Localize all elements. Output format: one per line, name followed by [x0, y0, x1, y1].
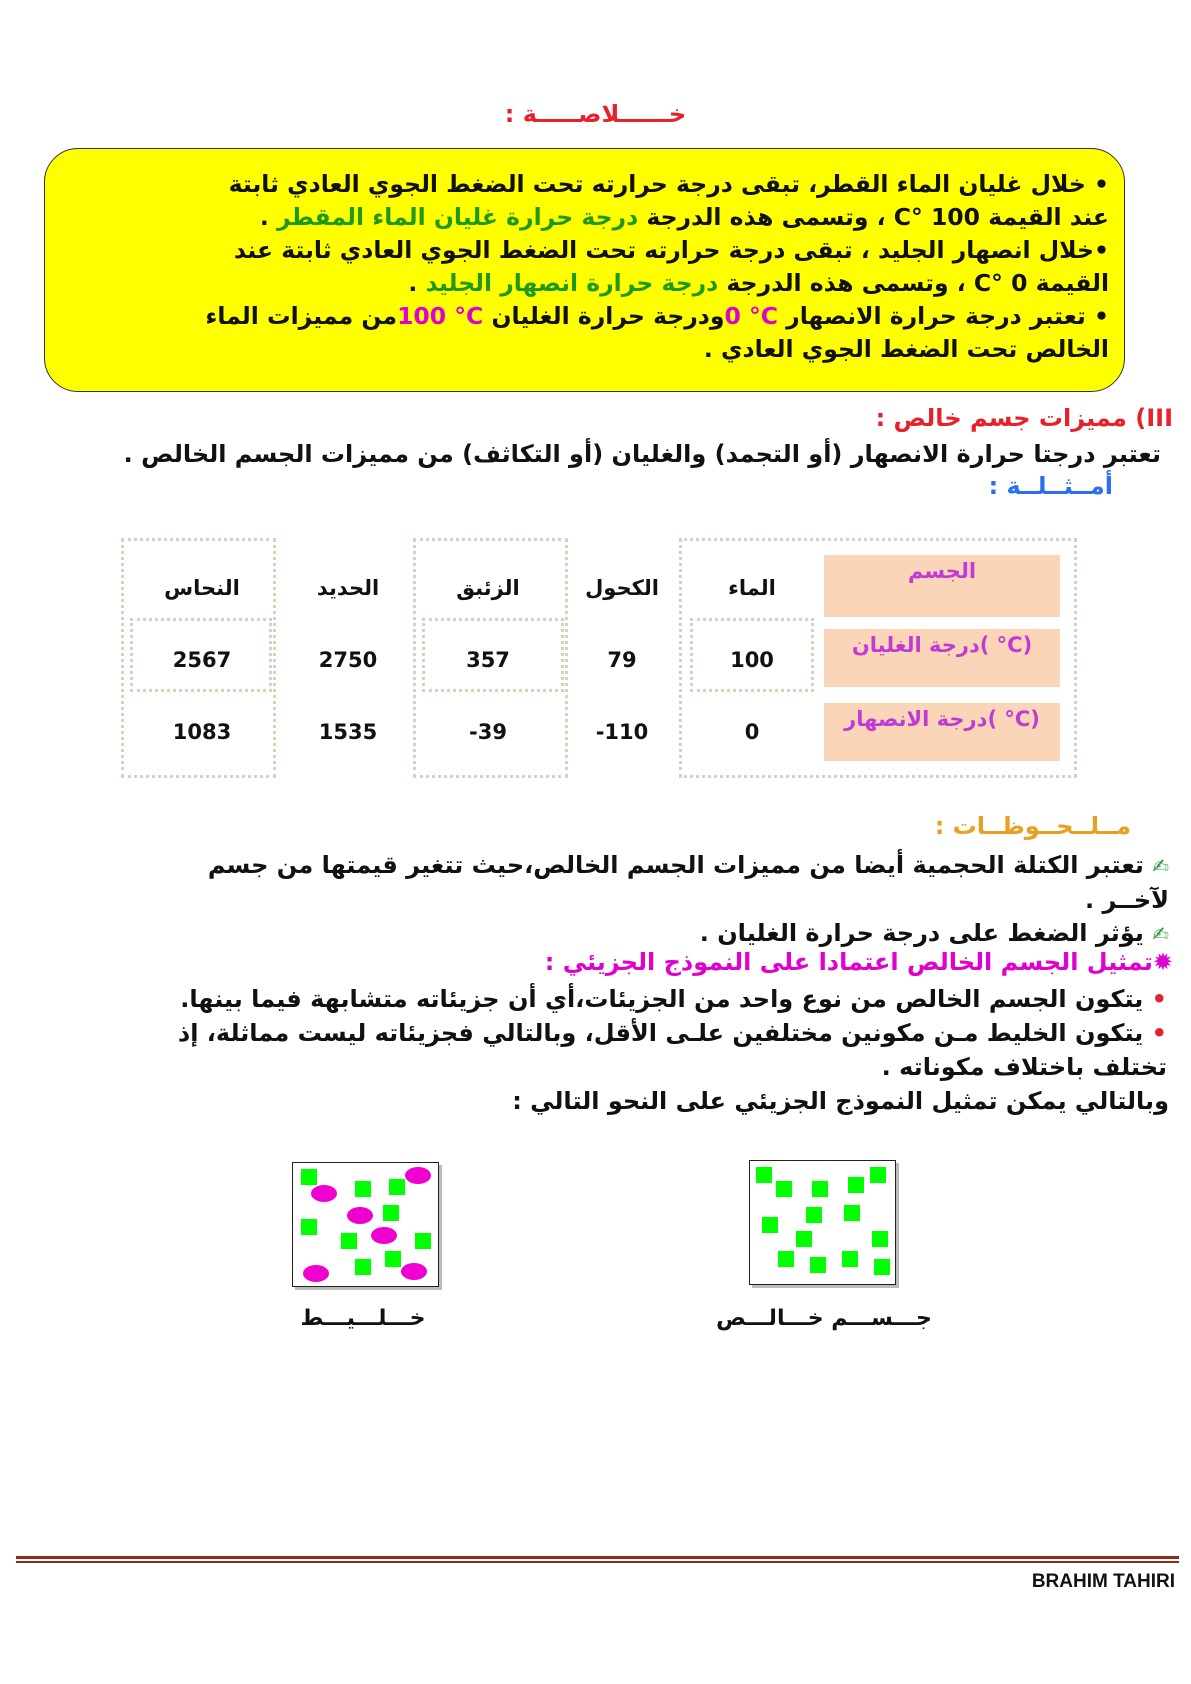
summary-line-5: • تعتبر درجة حرارة الانصهار 0 °Cودرجة حرارة الغليان 100 °Cمن مميزات الماء	[205, 302, 1109, 330]
molecule-a	[301, 1219, 317, 1235]
molecule-a	[812, 1181, 828, 1197]
molecule-a	[301, 1169, 317, 1185]
row-header-melting: درجة الانصهار( °C)	[824, 703, 1060, 761]
notes-title: مــلــحــوظــات :	[934, 812, 1131, 840]
molecule-a	[796, 1231, 812, 1247]
molecule-a	[810, 1257, 826, 1273]
summary-line-6: الخالص تحت الضغط الجوي العادي .	[703, 335, 1109, 363]
bullet-icon: •	[1151, 985, 1167, 1013]
molecule-a	[778, 1251, 794, 1267]
summary-line-3: •خلال انصهار الجليد ، تبقى درجة حرارته تحت الضغط الجوي العادي ثابتة عند	[233, 236, 1109, 264]
melting-water: 0	[744, 720, 760, 744]
melting-copper: 1083	[172, 720, 232, 744]
summary-title: خــــــلاصـــــة :	[504, 100, 687, 128]
melting-alcohol: -110	[595, 720, 649, 744]
footer-divider	[16, 1556, 1179, 1559]
model-conclusion: وبالتالي يمكن تمثيل النموذج الجزيئي على النحو التالي :	[512, 1087, 1169, 1115]
molecule-a	[806, 1207, 822, 1223]
pen-icon: ✍	[1152, 922, 1169, 946]
bullet-icon: •	[1151, 1019, 1167, 1047]
pure-substance-label: جـــســـم خـــالـــص	[716, 1306, 932, 1331]
summary-text	[89, 168, 1109, 366]
boiling-iron: 2750	[318, 648, 378, 672]
molecule-b	[303, 1265, 329, 1282]
molecule-a	[762, 1217, 778, 1233]
boiling-mercury: 357	[466, 648, 510, 672]
highlight-boiling-point: درجة حرارة غليان الماء المقطر	[276, 203, 639, 231]
section-3-text: تعتبر درجتا حرارة الانصهار (أو التجمد) والغليان (أو التكاثف) من مميزات الجسم الخالص .	[123, 440, 1161, 468]
molecule-a	[383, 1205, 399, 1221]
summary-line-4: القيمة 0 °C ، وتسمى هذه الدرجة درجة حرارة انصهار الجليد .	[408, 269, 1109, 297]
highlight-boiling-value: 100 °C	[397, 302, 484, 330]
pen-icon: ✍	[1152, 854, 1169, 878]
melting-iron: 1535	[318, 720, 378, 744]
row-header-boiling: درجة الغليان( °C)	[824, 629, 1060, 687]
molecule-a	[872, 1231, 888, 1247]
molecule-a	[756, 1167, 772, 1183]
row-header-substance: الجسم	[824, 555, 1060, 617]
note-1: ✍ تعتبر الكتلة الحجمية أيضا من مميزات الجسم الخالص،حيث تتغير قيمتها من جسم لآخــر .	[207, 851, 1169, 914]
molecule-a	[355, 1259, 371, 1275]
model-bullet-1: • يتكون الجسم الخالص من نوع واحد من الجزيئات،أي أن جزيئاته متشابهة فيما بينها.	[180, 985, 1167, 1013]
melting-mercury: -39	[469, 720, 507, 744]
section-3-title: III) مميزات جسم خالص :	[875, 404, 1173, 432]
molecule-a	[341, 1233, 357, 1249]
col-header-water: الماء	[728, 576, 776, 600]
author-name: BRAHIM TAHIRI	[1031, 1571, 1175, 1592]
model-title: ✹تمثيل الجسم الخالص اعتمادا على النموذج الجزيئي :	[544, 948, 1173, 976]
molecule-b	[347, 1207, 373, 1224]
col-header-copper: النحاس	[164, 576, 240, 600]
pure-substance-diagram	[749, 1160, 896, 1285]
mixture-diagram	[292, 1162, 439, 1287]
molecule-a	[844, 1205, 860, 1221]
col-header-alcohol: الكحول	[585, 576, 659, 600]
summary-line-1: • خلال غليان الماء القطر، تبقى درجة حرارته تحت الضغط الجوي العادي ثابتة	[228, 170, 1109, 198]
molecule-a	[355, 1181, 371, 1197]
molecule-a	[415, 1233, 431, 1249]
molecule-a	[385, 1251, 401, 1267]
molecule-a	[842, 1251, 858, 1267]
molecule-b	[311, 1185, 337, 1202]
molecule-b	[405, 1167, 431, 1184]
mixture-label: خـــلـــيـــط	[300, 1306, 426, 1331]
molecule-a	[848, 1177, 864, 1193]
footer-divider	[16, 1561, 1179, 1563]
summary-line-2: عند القيمة 100 °C ، وتسمى هذه الدرجة درجة حرارة غليان الماء المقطر .	[259, 203, 1109, 231]
molecule-b	[401, 1263, 427, 1280]
highlight-melting-point: درجة حرارة انصهار الجليد	[425, 269, 719, 297]
note-2: ✍ يؤثر الضغط على درجة حرارة الغليان .	[699, 919, 1169, 947]
examples-title: أمــثــلــة :	[988, 472, 1113, 500]
boiling-alcohol: 79	[607, 648, 637, 672]
molecule-a	[389, 1179, 405, 1195]
highlight-melting-value: 0 °C	[724, 302, 778, 330]
boiling-water: 100	[730, 648, 774, 672]
model-bullet-2: • يتكون الخليط مـن مكونين مختلفين علـى الأقل، وبالتالي فجزيئاته ليست مماثلة، إذ تختلف باختلاف مكوناته .	[177, 1019, 1167, 1081]
col-header-iron: الحديد	[316, 576, 380, 600]
molecule-a	[874, 1259, 890, 1275]
col-header-mercury: الزئبق	[456, 576, 520, 600]
molecule-b	[371, 1227, 397, 1244]
molecule-a	[776, 1181, 792, 1197]
boiling-copper: 2567	[172, 648, 232, 672]
molecule-a	[870, 1167, 886, 1183]
